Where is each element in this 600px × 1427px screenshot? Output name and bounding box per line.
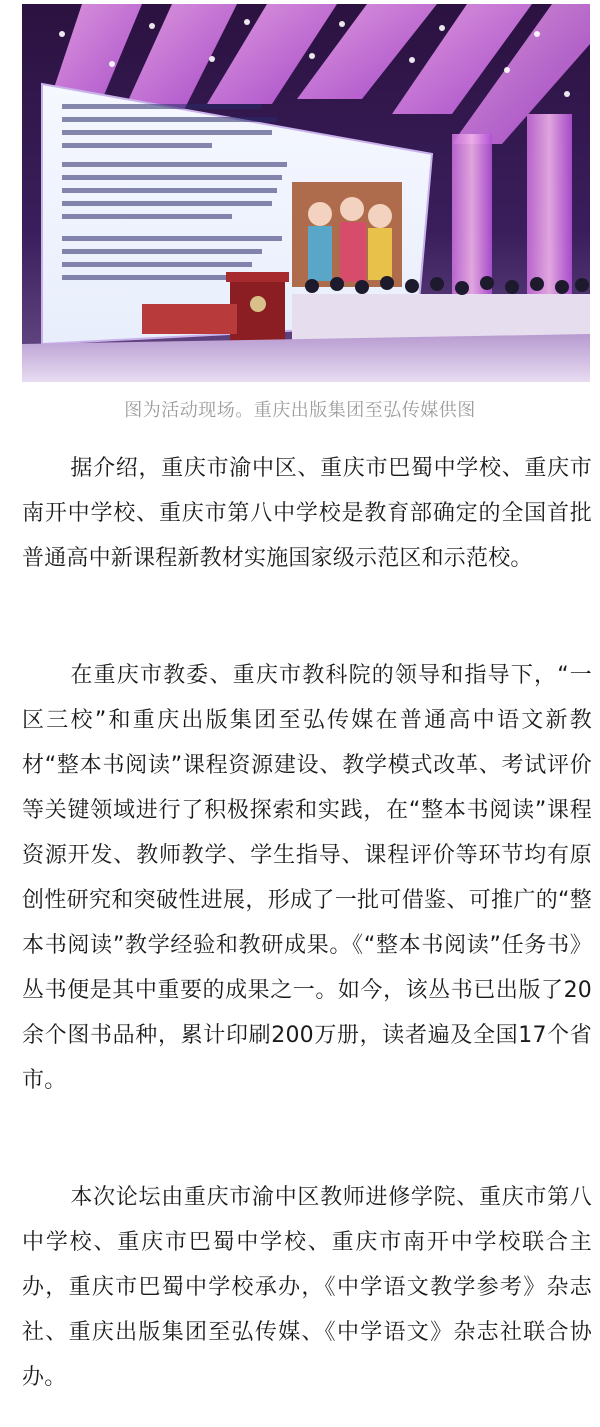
- paragraph-organizers: 本次论坛由重庆市渝中区教师进修学院、重庆市第八中学校、重庆市巴蜀中学校、重庆市南开中学校联合主办，重庆市巴蜀中学校承办，《中学语文教学参考》杂志社、重庆出版集团至弘传媒、《中学语文》杂志社联合协办。: [22, 1185, 592, 1390]
- paragraph-intro: 据介绍，重庆市渝中区、重庆市巴蜀中学校、重庆市南开中学校、重庆市第八中学校是教育部确定的全国首批普通高中新课程新教材实施国家级示范区和示范校。: [22, 456, 592, 571]
- event-stage-illustration: [22, 4, 590, 382]
- event-photo: [22, 4, 590, 382]
- paragraph-achievements: 在重庆市教委、重庆市教科院的领导和指导下，“一区三校”和重庆出版集团至弘传媒在普通高中语文新教材“整本书阅读”课程资源建设、教学模式改革、考试评价等关键领域进行了积极探索和实践，在“整本书阅读”课程资源开发、教师教学、学生指导、课程评价等环节均有原创性研究和突破性进展，形成了一批可借鉴、可推广的“整本书阅读”教学经验和教研成果。《“整本书阅读”任务书》丛书便是其中重要的成果之一。如今，该丛书已出版了20余个图书品种，累计印刷200万册，读者遍及全国17个省市。: [22, 663, 592, 1093]
- article-body: [22, 446, 592, 1427]
- photo-caption: 图为活动现场。重庆出版集团至弘传媒供图: [124, 400, 476, 421]
